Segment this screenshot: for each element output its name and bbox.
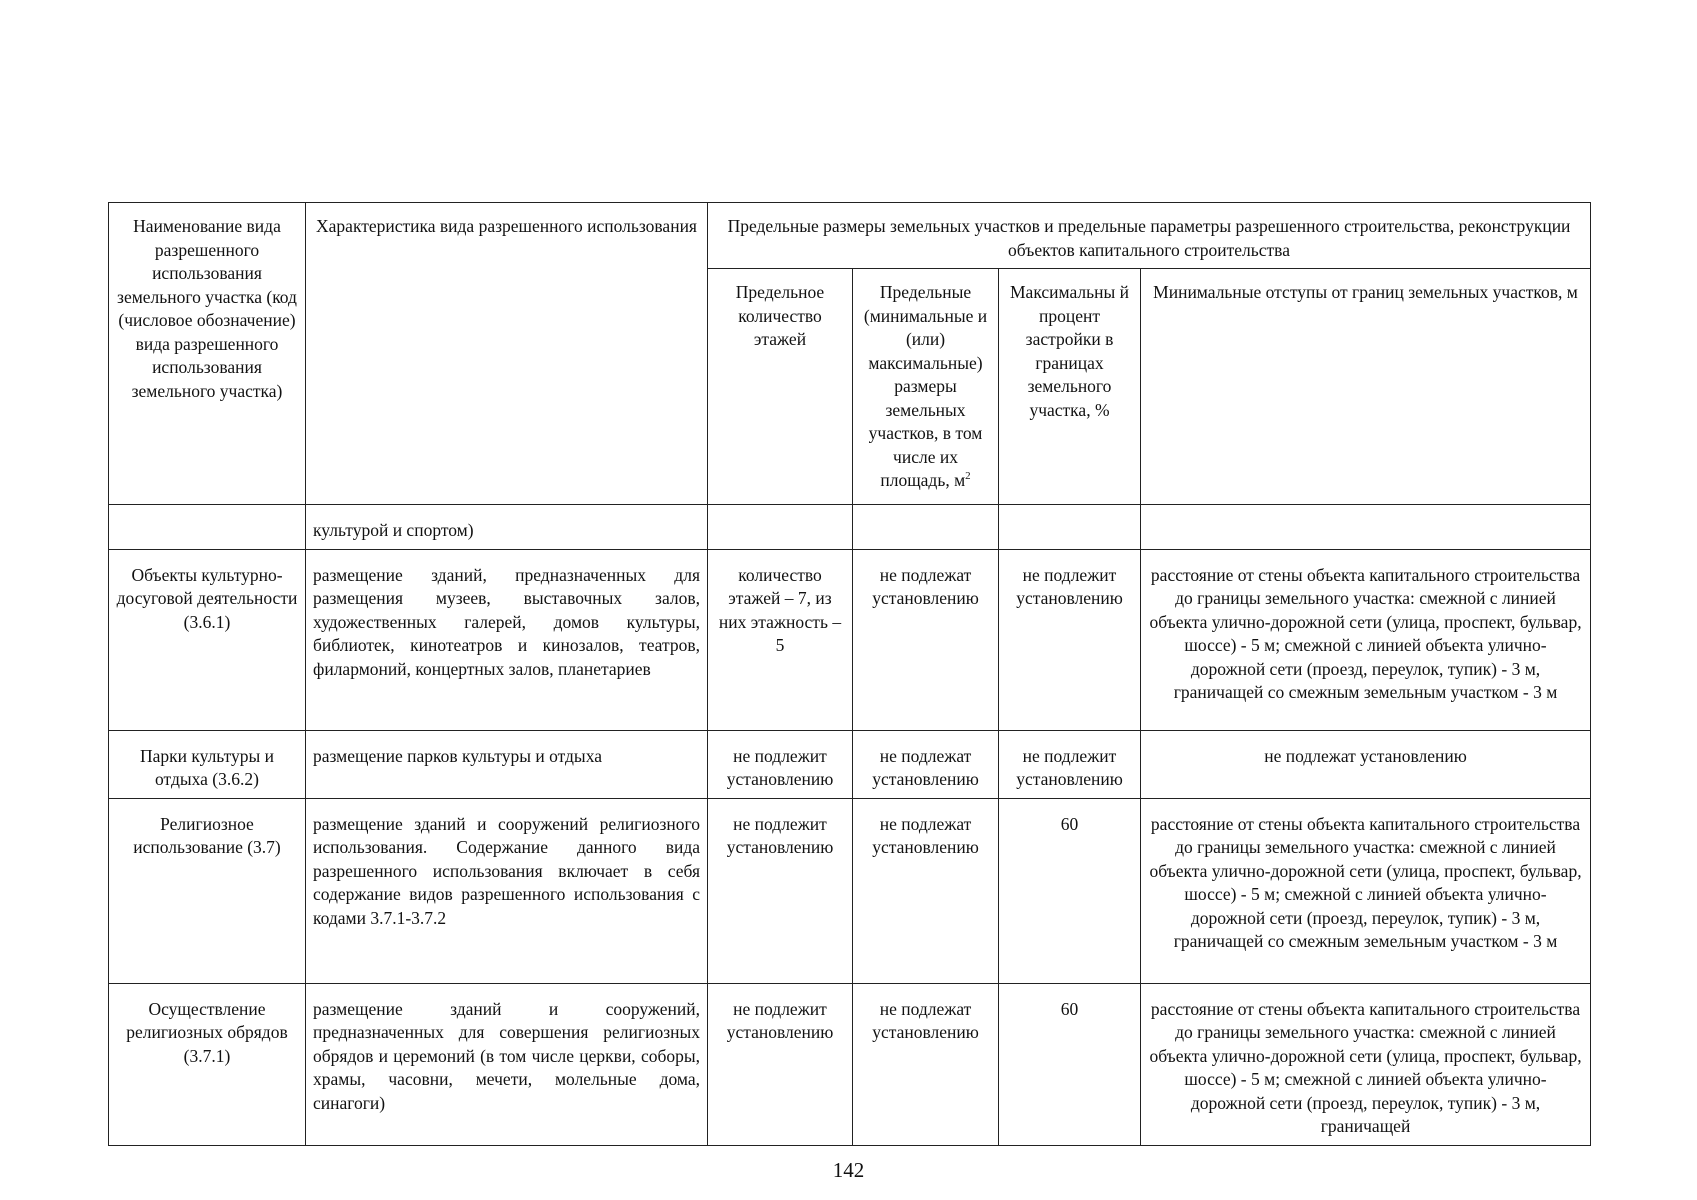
row-setbacks-cell: расстояние от стены объекта капитального строительства до границы земельного участка: смежной с линией объекта улично-дорожной сети (улица, проспект, бульвар, шоссе) - 5 м; смежной с линией объекта улично-дорожной сети (проезд, переулок, тупик) - 3 м, граничащей со смежным земельным участком - 3 м: [1141, 798, 1591, 983]
row-name-cell: Религиозное использование (3.7): [109, 798, 306, 983]
row-percent-cell: не подлежит установлению: [999, 730, 1141, 798]
row-setbacks-cell: расстояние от стены объекта капитального строительства до границы земельного участка: смежной с линией объекта улично-дорожной сети (улица, проспект, бульвар, шоссе) - 5 м; смежной с линией объекта улично-дорожной сети (проезд, переулок, тупик) - 3 м, граничащей со смежным земельным участком - 3 м: [1141, 549, 1591, 730]
table-row: [109, 798, 1591, 983]
header-characteristic-cell: Характеристика вида разрешенного использования: [306, 203, 708, 505]
row-percent-cell: 60: [999, 798, 1141, 983]
row-percent-cell: не подлежит установлению: [999, 549, 1141, 730]
header-setbacks-cell: Минимальные отступы от границ земельных участков, м: [1141, 269, 1591, 505]
header-row: [109, 203, 1591, 269]
page-number: 142: [832, 1158, 865, 1182]
row-floors-cell: не подлежит установлению: [708, 730, 853, 798]
row-floors-cell: не подлежит установлению: [708, 798, 853, 983]
row-floors-cell: количество этажей – 7, из них этажность – 5: [708, 549, 853, 730]
row-name-cell: [109, 505, 306, 550]
row-characteristic-cell: размещение парков культуры и отдыха: [306, 730, 708, 798]
row-characteristic-cell: размещение зданий, предназначенных для размещения музеев, выставочных залов, художественных галерей, домов культуры, библиотек, кинотеатров и кинозалов, театров, филармоний, концертных залов, планетариев: [306, 549, 708, 730]
row-name-cell: Парки культуры и отдыха (3.6.2): [109, 730, 306, 798]
row-floors-cell: не подлежит установлению: [708, 983, 853, 1145]
header-floors-cell: Предельное количество этажей: [708, 269, 853, 505]
row-sizes-cell: не подлежат установлению: [853, 983, 999, 1145]
table-row: [109, 549, 1591, 730]
table-row: [109, 983, 1591, 1145]
row-name-cell: Объекты культурно-досуговой деятельности (3.6.1): [109, 549, 306, 730]
row-characteristic-cell: размещение зданий и сооружений, предназначенных для совершения религиозных обрядов и церемоний (в том числе церкви, соборы, храмы, часовни, мечети, молельные дома, синагоги): [306, 983, 708, 1145]
header-sizes-cell: [853, 269, 999, 505]
row-floors-cell: [708, 505, 853, 550]
header-params-group-cell: Предельные размеры земельных участков и предельные параметры разрешенного строительства, реконструкции объектов капитального строительства: [708, 203, 1591, 269]
header-sizes-sup: 2: [965, 470, 971, 483]
row-name-cell: Осуществление религиозных обрядов (3.7.1): [109, 983, 306, 1145]
row-percent-cell: [999, 505, 1141, 550]
table-row: [109, 505, 1591, 550]
row-setbacks-cell: [1141, 505, 1591, 550]
row-setbacks-cell: не подлежат установлению: [1141, 730, 1591, 798]
header-sizes-text: Предельные (минимальные и (или) максимальные) размеры земельных участков, в том числе их площадь, м: [863, 282, 988, 490]
row-setbacks-cell: расстояние от стены объекта капитального строительства до границы земельного участка: смежной с линией объекта улично-дорожной сети (улица, проспект, бульвар, шоссе) - 5 м; смежной с линией объекта улично-дорожной сети (проезд, переулок, тупик) - 3 м, граничащей: [1141, 983, 1591, 1145]
table-row: [109, 730, 1591, 798]
row-sizes-cell: не подлежат установлению: [853, 798, 999, 983]
row-sizes-cell: не подлежат установлению: [853, 730, 999, 798]
row-sizes-cell: не подлежат установлению: [853, 549, 999, 730]
regulations-table: [108, 202, 1591, 1146]
row-sizes-cell: [853, 505, 999, 550]
row-percent-cell: 60: [999, 983, 1141, 1145]
row-characteristic-cell: размещение зданий и сооружений религиозного использования. Содержание данного вида разрешенного использования включает в себя содержание видов разрешенного использования с кодами 3.7.1-3.7.2: [306, 798, 708, 983]
row-characteristic-cell: культурой и спортом): [306, 505, 708, 550]
header-percent-cell: Максимальны й процент застройки в границах земельного участка, %: [999, 269, 1141, 505]
header-name-cell: Наименование вида разрешенного использования земельного участка (код (числовое обозначение) вида разрешенного использования земельного участка): [109, 203, 306, 505]
